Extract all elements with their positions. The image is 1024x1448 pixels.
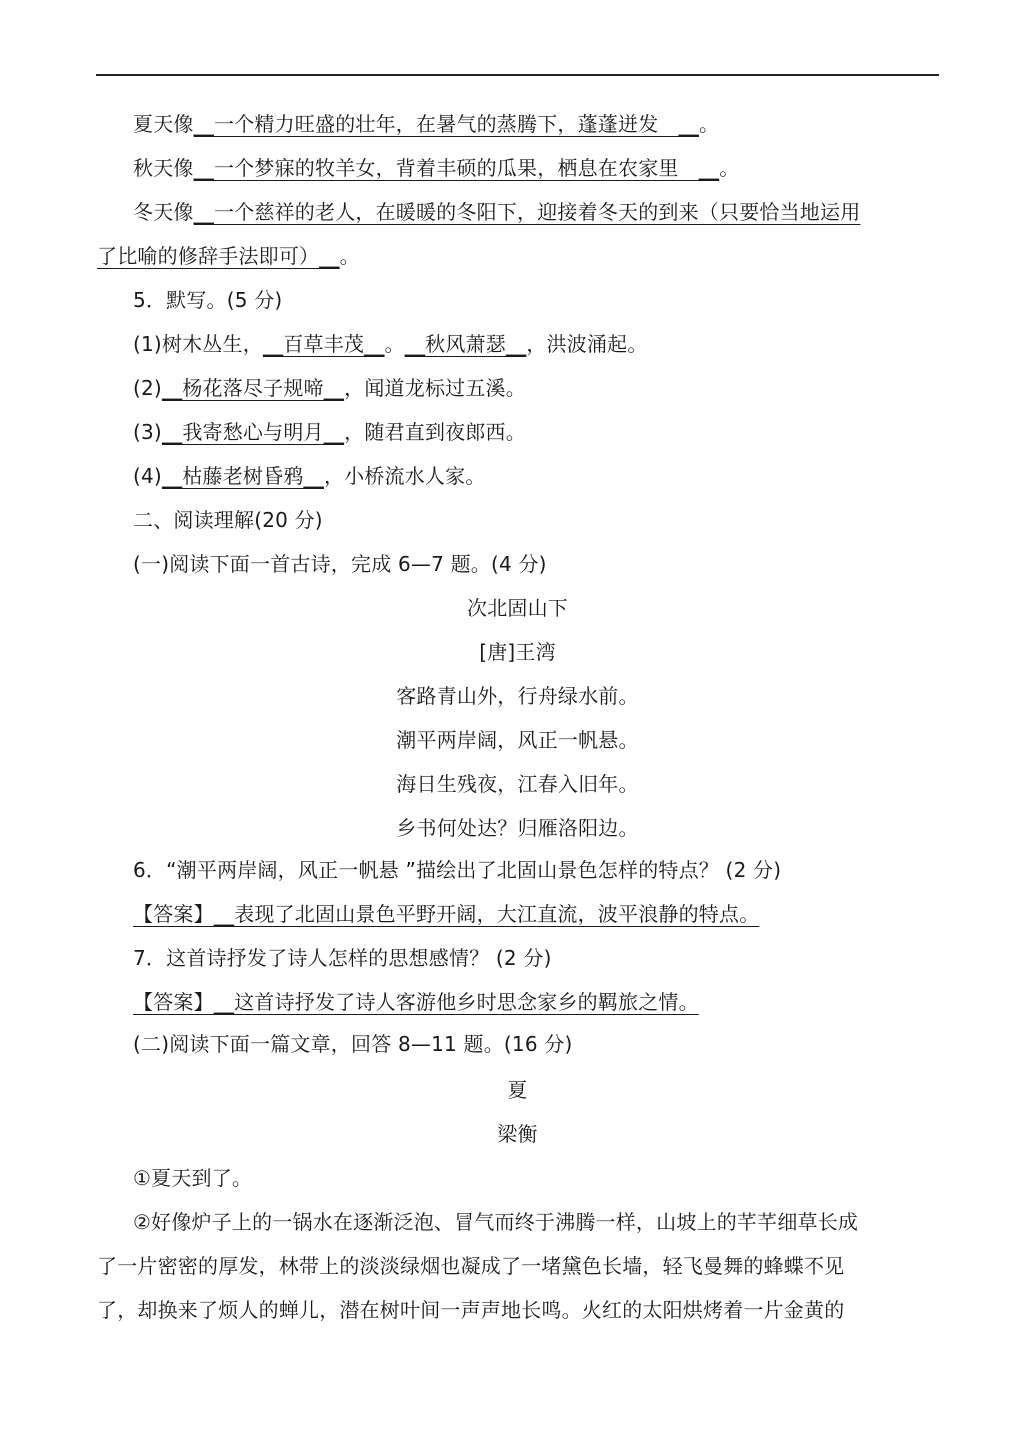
q5-title: 5．默写。(5 分)	[133, 288, 283, 312]
item-number: (1)	[133, 332, 162, 356]
poem-line: 客路青山外，行舟绿水前。	[396, 684, 639, 708]
header-rule	[96, 74, 939, 76]
article-paragraph-2-line: 了一片密密的厚发，林带上的淡淡绿烟也凝成了一堵黛色长墙，轻飞曼舞的蜂蝶不见	[97, 1254, 845, 1278]
part2-instruction: (二)阅读下面一篇文章，回答 8—11 题。(16 分)	[133, 1032, 573, 1056]
poem-line: 海日生残夜，江春入旧年。	[396, 772, 639, 796]
summer-line	[133, 110, 719, 138]
winter-answer-a: __一个慈祥的老人，在暖暖的冬阳下，迎接着冬天的到来（只要恰当地运用	[193, 200, 861, 224]
q6-question: 6．“潮平两岸阔，风正一帆悬 ”描绘出了北固山景色怎样的特点？ (2 分)	[133, 858, 782, 882]
winter-line-1	[133, 198, 860, 226]
article-paragraph-2-line: ②好像炉子上的一锅水在逐渐泛泡、冒气而终于沸腾一样，山坡上的芊芊细草长成	[133, 1210, 859, 1234]
q5-item-1	[133, 330, 648, 358]
item-answer: __我寄愁心与明月__	[161, 420, 345, 444]
q5-item-4	[133, 462, 486, 490]
autumn-answer: __一个梦寐的牧羊女，背着丰硕的瓜果，栖息在农家里 __	[193, 156, 720, 180]
poem-author: [唐]王湾	[479, 640, 556, 664]
article-title: 夏	[507, 1078, 528, 1102]
part1-instruction: (一)阅读下面一首古诗，完成 6—7 题。(4 分)	[133, 552, 547, 576]
poem-title: 次北固山下	[467, 596, 568, 620]
poem-line: 潮平两岸阔，风正一帆悬。	[396, 728, 639, 752]
q7-answer	[133, 988, 699, 1016]
item-answer: __杨花落尽子规啼__	[161, 376, 345, 400]
q7-question: 7．这首诗抒发了诗人怎样的思想感情？ (2 分)	[133, 946, 552, 970]
item-answer: __百草丰茂__	[262, 332, 385, 356]
item-answer: __枯藤老树昏鸦__	[161, 464, 324, 488]
item-number: (2)	[133, 376, 162, 400]
answer-text: 【答案】__这首诗抒发了诗人客游他乡时思念家乡的羁旅之情。	[133, 990, 699, 1014]
winter-suffix: 。	[339, 244, 360, 268]
summer-suffix: 。	[699, 112, 720, 136]
item-text: ，小桥流水人家。	[323, 464, 486, 488]
autumn-prefix: 秋天像	[133, 156, 194, 180]
autumn-suffix: 。	[719, 156, 740, 180]
winter-answer-b: 了比喻的修辞手法即可）__	[97, 244, 340, 268]
item-answer: __秋风萧瑟__	[404, 332, 527, 356]
q5-item-3	[133, 418, 526, 446]
winter-prefix: 冬天像	[133, 200, 194, 224]
winter-line-2	[97, 242, 360, 270]
item-text: ，闻道龙标过五溪。	[344, 376, 526, 400]
answer-text: 【答案】__表现了北固山景色平野开阔，大江直流，波平浪静的特点。	[133, 902, 760, 926]
item-number: (4)	[133, 464, 162, 488]
item-text: ，洪波涌起。	[526, 332, 648, 356]
article-paragraph-2-line: 了，却换来了烦人的蝉儿，潜在树叶间一声声地长鸣。火红的太阳烘烤着一片金黄的	[97, 1298, 845, 1322]
article-author: 梁衡	[497, 1122, 538, 1146]
summer-prefix: 夏天像	[133, 112, 194, 136]
item-text: 树木丛生，	[161, 332, 263, 356]
q6-answer	[133, 900, 759, 928]
item-text: ，随君直到夜郎西。	[344, 420, 526, 444]
autumn-line	[133, 154, 739, 182]
article-paragraph-1: ①夏天到了。	[133, 1166, 253, 1190]
item-text: 。	[384, 332, 405, 356]
section-heading: 二、阅读理解(20 分)	[133, 508, 323, 532]
item-number: (3)	[133, 420, 162, 444]
summer-answer: __一个精力旺盛的壮年，在暑气的蒸腾下，蓬蓬迸发 __	[193, 112, 700, 136]
poem-line: 乡书何处达？归雁洛阳边。	[396, 816, 639, 840]
q5-item-2	[133, 374, 526, 402]
